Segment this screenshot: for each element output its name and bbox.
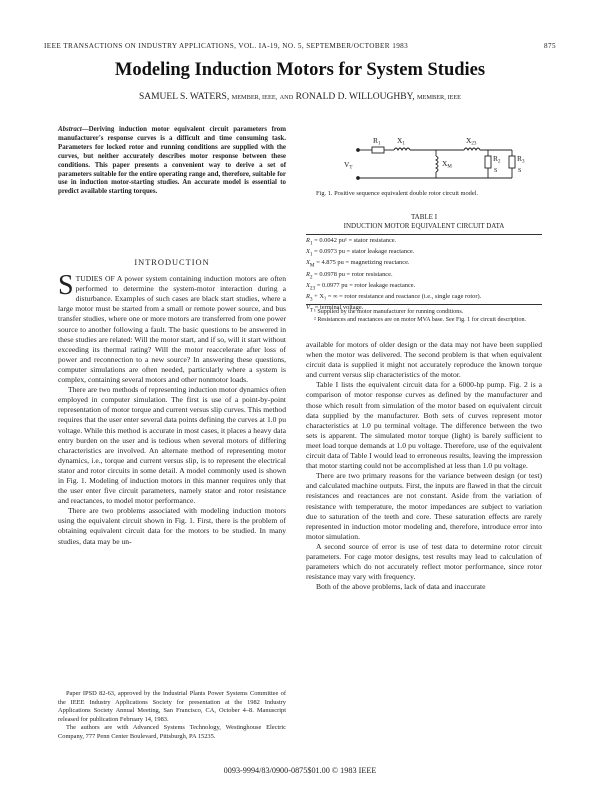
intro-paragraph-1 (58, 270, 286, 385)
author-2-membership: MEMBER, IEEE (416, 94, 462, 101)
footnote-paper-info: Paper IPSD 82-63, approved by the Industrial Plants Power Systems Committee of the IEEE Industry Applications Society for presentation at the 1982 Industry Applications Society Annual Meeting, San Francisco, CA, October 4–8. Manuscript released for publication February 14, 1983. (58, 690, 286, 723)
table-row: $R_2 = 0.0978$ pu = rotor resistance. (306, 270, 393, 280)
inductor-x23 (464, 148, 480, 150)
left-column (58, 258, 286, 547)
page-number: 875 (544, 42, 556, 50)
author-line (0, 92, 600, 102)
journal-header: IEEE TRANSACTIONS ON INDUSTRY APPLICATIONS, VOL. IA-19, NO. 5, SEPTEMBER/OCTOBER 1983 (44, 42, 409, 50)
footnote-affiliation: The authors are with Advanced Systems Technology, Westinghouse Electric Company, 777 Penn Center Boulevard, Pittsburgh, PA 15235. (58, 724, 286, 740)
table-footnotes (306, 308, 542, 324)
right-paragraph-4: A second source of error is use of test data to determine rotor circuit parameters. For cage motor designs, test results may lead to calculation of parameters which do not accurately reflect motor performance, since rotor resistance may vary with frequency. (306, 541, 542, 582)
abstract-label: Abstract— (58, 126, 89, 133)
label-xm: $X_M$ (442, 159, 452, 170)
table-bottom-rule (306, 304, 542, 305)
paper-title: Modeling Induction Motors for System Studies (114, 60, 486, 80)
table-row: $R_1 = 0.0042$ pu¹ = stator resistance. (306, 237, 397, 247)
table-row: $X_M = 4.875$ pu = magnetizing reactance. (306, 259, 410, 269)
label-r1: $R_1$ (373, 136, 381, 147)
table-top-rule (306, 234, 542, 235)
label-r3: $R_3$ (517, 154, 525, 165)
label-vt: $V_T$ (344, 160, 353, 171)
resistor-r3 (509, 156, 515, 168)
abstract-text: Deriving induction motor equivalent circuit parameters from manufacturer's response curves is a difficult and time consuming task. Parameters for locked rotor and running conditions are supplied with the curves, but neither accurately describes motor response between these conditions. This paper presents a convenient way to derive a set of parameters suitable for the entire operating range and, therefore, suitable for use in induction motor-starting studies. An accurate model is essential to predict available starting torques. (58, 126, 286, 196)
abstract (58, 126, 286, 197)
resistor-r1 (372, 147, 384, 153)
author-2: RONALD D. WILLOUGHBY, (295, 92, 415, 102)
figure-caption-label: Fig. 1. (316, 190, 333, 197)
intro-paragraph-3: There are two problems associated with modeling induction motors using the equivalent circuit shown in Fig. 1. First, there is the problem of obtaining equivalent circuit data for the motors to be studied. In many studies, data may be un- (58, 506, 286, 546)
running-header (44, 42, 556, 50)
right-paragraph-5: Both of the above problems, lack of data and inaccurate (316, 582, 486, 592)
intro-paragraph-2: There are two methods of representing induction motor dynamics often employed in computer simulation. The first is use of a point-by-point representation of motor torque and current versus slip curves. This method requires that the user enter several data points defining the curves at 1.0 pu voltage. While this method is accurate in most cases, it places a heavy data entry burden on the user and is tedious when several motors of differing characteristics are involved. An alternate method of representing motor dynamics, i.e., torque and current versus slip, is to represent the electrical stator and rotor circuits in some detail. A model commonly used is shown in Fig. 1. Modeling of induction motors in this manner requires only that the user enter five circuit parameters, namely stator and rotor resistance and reactances, to model motor performance. (58, 385, 286, 506)
copyright-footer: 0093-9994/83/0900-0875$01.00 © 1983 IEEE (223, 766, 377, 775)
table-row: $X_{23} = 0.0977$ pu = rotor leakage reactance. (306, 281, 416, 292)
intro-paragraph-1-text: TUDIES OF A power system containing induction motors are often performed to determine the system-motor interaction during a disturbance. Examples of such cases are black start studies, where a large motor must be started from a small or remote power source, and bus transfer studies, where one or more motors are transferred from one power source to another following a fault. The basic questions to be answered in these studies are related: Will the motor start, and if so, will it start without exceeding its thermal rating? Will the motor reaccelerate after loss of power and reconnection to a new source? In answering these questions, computer simulations are often needed, particularly where a system is complex, containing several motors and other nonmotor loads. (58, 274, 286, 385)
right-paragraph-1: available for motors of older design or the data may not have been supplied when the motor was delivered. The second problem is that when equivalent circuit data is supplied it might not accurately reproduce the known torque and current versus slip characteristics of the motor. (306, 340, 542, 380)
table-label: TABLE I (410, 213, 438, 221)
first-page-footnote (58, 690, 286, 742)
figure-caption (316, 190, 546, 197)
figure-caption-text: Positive sequence equivalent double rotor circuit model. (334, 190, 479, 197)
drop-cap: S (58, 270, 74, 302)
inductor-x1 (394, 148, 410, 150)
table-title: INDUCTION MOTOR EQUIVALENT CIRCUIT DATA (343, 222, 505, 230)
right-column (306, 340, 542, 592)
inductor-xm (436, 156, 438, 172)
label-r2: $R_2$ (493, 154, 501, 165)
section-heading-introduction: INTRODUCTION (134, 258, 210, 267)
table-footnote-2: ² Resistances and reactances are on motor MVA base. See Fig. 1 for circuit description. (314, 317, 527, 323)
author-1: SAMUEL S. WATERS, (138, 92, 230, 102)
table-row: $X_1 = 0.0973$ pu = stator leakage reactance. (306, 248, 415, 258)
label-x1: $X_1$ (397, 136, 405, 147)
author-1-membership: MEMBER, IEEE, (231, 94, 278, 101)
table-heading (306, 213, 542, 231)
equivalent-circuit-diagram (336, 130, 546, 192)
table-row: $R_3 + X_3$ = ∞ = rotor resistance and reactance (i.e., single cage rotor). (306, 292, 482, 303)
label-r2-denominator: S (494, 168, 498, 174)
table-row: $V_T$ = terminal voltage. (306, 304, 364, 314)
label-x23: $X_{23}$ (466, 136, 477, 147)
terminal (357, 177, 360, 180)
terminal (357, 149, 360, 152)
label-r3-denominator: S (518, 168, 522, 174)
right-paragraph-2: Table I lists the equivalent circuit data for a 6000-hp pump. Fig. 2 is a comparison of motor response curves as defined by the manufacturer and those which result from simulation of the motor based on equivalent circuit data supplied by the manufacturer. Both sets of curves represent motor characteristics at 1.0 pu terminal voltage. The difference between the two sets is apparent. The simulated motor torque (light) is barely sufficient to meet load torque demands at 1.0 pu voltage. Therefore, use of the equivalent circuit data of Table I would lead to erroneous results, leaving the impression that motor starting could not be accomplished at less than 1.0 pu voltage. (306, 380, 542, 471)
right-paragraph-3: There are two primary reasons for the variance between design (or test) and calculated machine outputs. First, the inputs are flawed in that the circuit resistances and reactances are not constant. Aside from the variation of resistance with temperature, the motor impedances are subject to variation due to saturation of the teeth and core. These saturation effects are rarely represented in induction motor modeling and, therefore, introduce error into motor simulation. (306, 471, 542, 541)
table-footnote-1: ¹ Supplied by the motor manufacturer for running conditions. (314, 309, 464, 315)
author-conjunction: AND (279, 94, 294, 101)
resistor-r2 (485, 156, 491, 168)
